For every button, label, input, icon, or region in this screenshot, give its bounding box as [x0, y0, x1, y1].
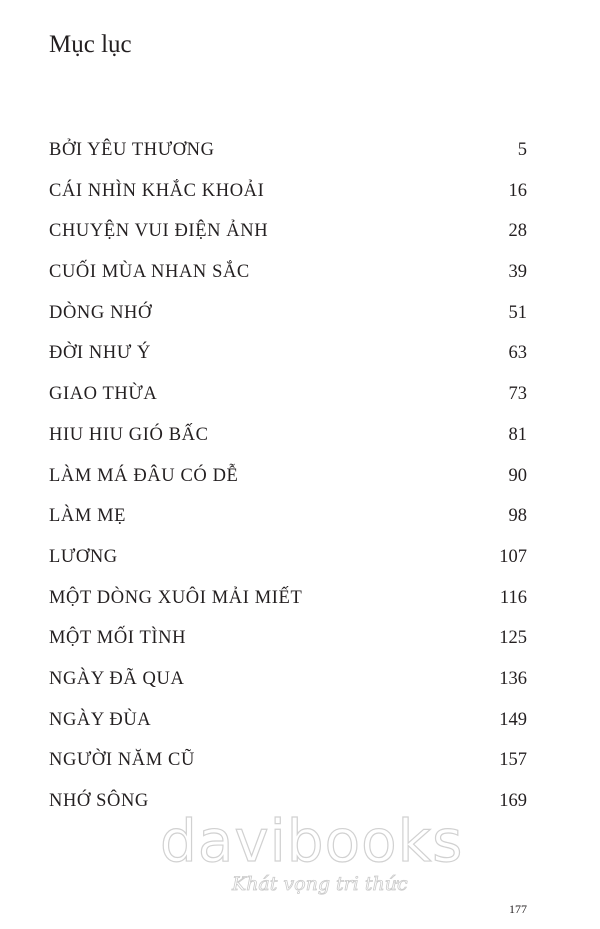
toc-entry-title: HIU HIU GIÓ BẤC	[49, 424, 209, 445]
toc-entry	[49, 547, 527, 588]
toc-entry-page: 51	[508, 302, 527, 323]
toc-entry-page: 16	[508, 180, 527, 201]
toc-entry-title: LƯƠNG	[49, 546, 118, 567]
toc-entry-page: 81	[508, 424, 527, 445]
toc-entry-page: 169	[499, 791, 527, 811]
toc-entry	[49, 303, 527, 344]
toc-entry-title: NGÀY ĐÃ QUA	[49, 668, 185, 689]
toc-entry-title: MỘT DÒNG XUÔI MẢI MIẾT	[49, 587, 303, 608]
toc-entry-page: 157	[499, 750, 527, 771]
toc-entry-title: GIAO THỪA	[49, 384, 158, 405]
toc-entry-title: NGƯỜI NĂM CŨ	[49, 750, 195, 771]
toc-entry	[49, 425, 527, 466]
toc-entry-title: CÁI NHÌN KHẮC KHOẢI	[49, 180, 265, 201]
toc-entry-page: 149	[499, 709, 527, 730]
toc-entry-page: 125	[499, 628, 527, 649]
toc-entry	[49, 262, 527, 303]
toc-entry	[49, 750, 527, 791]
toc-entry	[49, 791, 527, 832]
toc-entry-page: 90	[508, 465, 527, 486]
toc-entry-title: NHỚ SÔNG	[49, 791, 149, 811]
page-number: 177	[509, 902, 527, 916]
toc-entry	[49, 628, 527, 669]
toc-entry-page: 107	[499, 546, 527, 567]
toc-entry	[49, 343, 527, 384]
toc-entry-title: DÒNG NHỚ	[49, 302, 152, 323]
toc-entry-page: 73	[508, 384, 527, 405]
toc-entry	[49, 140, 527, 181]
toc-entry-page: 116	[499, 587, 527, 608]
watermark-logo: davibooks	[160, 807, 464, 875]
toc-entry-page: 39	[508, 262, 527, 283]
toc-entry	[49, 588, 527, 629]
toc-entry	[49, 710, 527, 751]
toc-entry-page: 136	[499, 668, 527, 689]
toc-entry	[49, 506, 527, 547]
toc-entry-title: LÀM MÁ ĐÂU CÓ DỄ	[49, 465, 239, 486]
toc-entry	[49, 466, 527, 507]
toc-entry-title: MỘT MỐI TÌNH	[49, 628, 187, 649]
toc-entry-page: 63	[508, 343, 527, 364]
watermark-tagline: Khát vọng tri thức	[232, 873, 408, 895]
toc-entry	[49, 221, 527, 262]
toc-entry-title: CUỐI MÙA NHAN SẮC	[49, 262, 250, 283]
toc-entry-title: CHUYỆN VUI ĐIỆN ẢNH	[49, 221, 269, 242]
toc-entry-title: NGÀY ĐÙA	[49, 709, 152, 730]
toc-entry-title: LÀM MẸ	[49, 506, 127, 527]
toc-entry-page: 28	[508, 221, 527, 242]
table-of-contents	[49, 140, 527, 832]
toc-entry-page: 98	[508, 506, 527, 527]
toc-entry-page: 5	[517, 140, 527, 160]
toc-entry-title: ĐỜI NHƯ Ý	[49, 343, 151, 364]
toc-entry	[49, 384, 527, 425]
toc-entry-title: BỞI YÊU THƯƠNG	[49, 140, 215, 160]
toc-entry	[49, 669, 527, 710]
page-title: Mục lục	[49, 31, 132, 58]
toc-entry	[49, 181, 527, 222]
